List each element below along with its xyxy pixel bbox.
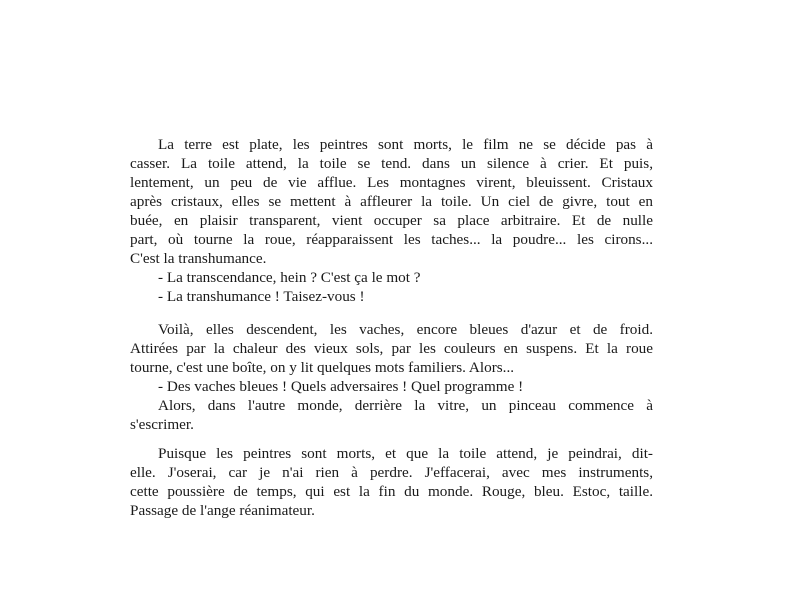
text-line: Alors, dans l'autre monde, derrière la vitre, un pinceau commence à bbox=[158, 397, 653, 414]
text-line: s'escrimer. bbox=[130, 416, 194, 433]
dialogue-line: - Des vaches bleues ! Quels adversaires ! Quel programme ! bbox=[158, 378, 524, 395]
paragraph-1 bbox=[130, 135, 653, 306]
text-line: après cristaux, elles se mettent à affleurer la toile. Un ciel de givre, tout en bbox=[130, 193, 653, 210]
text-line: casser. La toile attend, la toile se tend. dans un silence à crier. Et puis, bbox=[130, 155, 653, 172]
text-line: elle. J'oserai, car je n'ai rien à perdre. J'effacerai, avec mes instruments, bbox=[130, 464, 653, 481]
dialogue-line: - La transcendance, hein ? C'est ça le mot ? bbox=[158, 269, 421, 286]
paragraph-2 bbox=[130, 320, 653, 434]
text-line: Voilà, elles descendent, les vaches, encore bleues d'azur et de froid. bbox=[158, 321, 653, 338]
text-line: C'est la transhumance. bbox=[130, 250, 267, 267]
text-line: Attirées par la chaleur des vieux sols, par les couleurs en suspens. Et la roue bbox=[130, 340, 653, 357]
dialogue-line: - La transhumance ! Taisez-vous ! bbox=[158, 288, 365, 305]
text-line: tourne, c'est une boîte, on y lit quelques mots familiers. Alors... bbox=[130, 359, 515, 376]
text-line: lentement, un peu de vie afflue. Les montagnes virent, bleuissent. Cristaux bbox=[130, 174, 653, 191]
text-line: Passage de l'ange réanimateur. bbox=[130, 502, 315, 519]
text-line: La terre est plate, les peintres sont morts, le film ne se décide pas à bbox=[158, 136, 653, 153]
text-line: Puisque les peintres sont morts, et que la toile attend, je peindrai, dit- bbox=[158, 445, 653, 462]
text-line: cette poussière de temps, qui est la fin du monde. Rouge, bleu. Estoc, taille. bbox=[130, 483, 653, 500]
text-line: part, où tourne la roue, réapparaissent les taches... la poudre... les cirons... bbox=[130, 231, 653, 248]
text-line: buée, en plaisir transparent, vient occuper sa place arbitraire. Et de nulle bbox=[130, 212, 653, 229]
paragraph-3 bbox=[130, 444, 653, 520]
